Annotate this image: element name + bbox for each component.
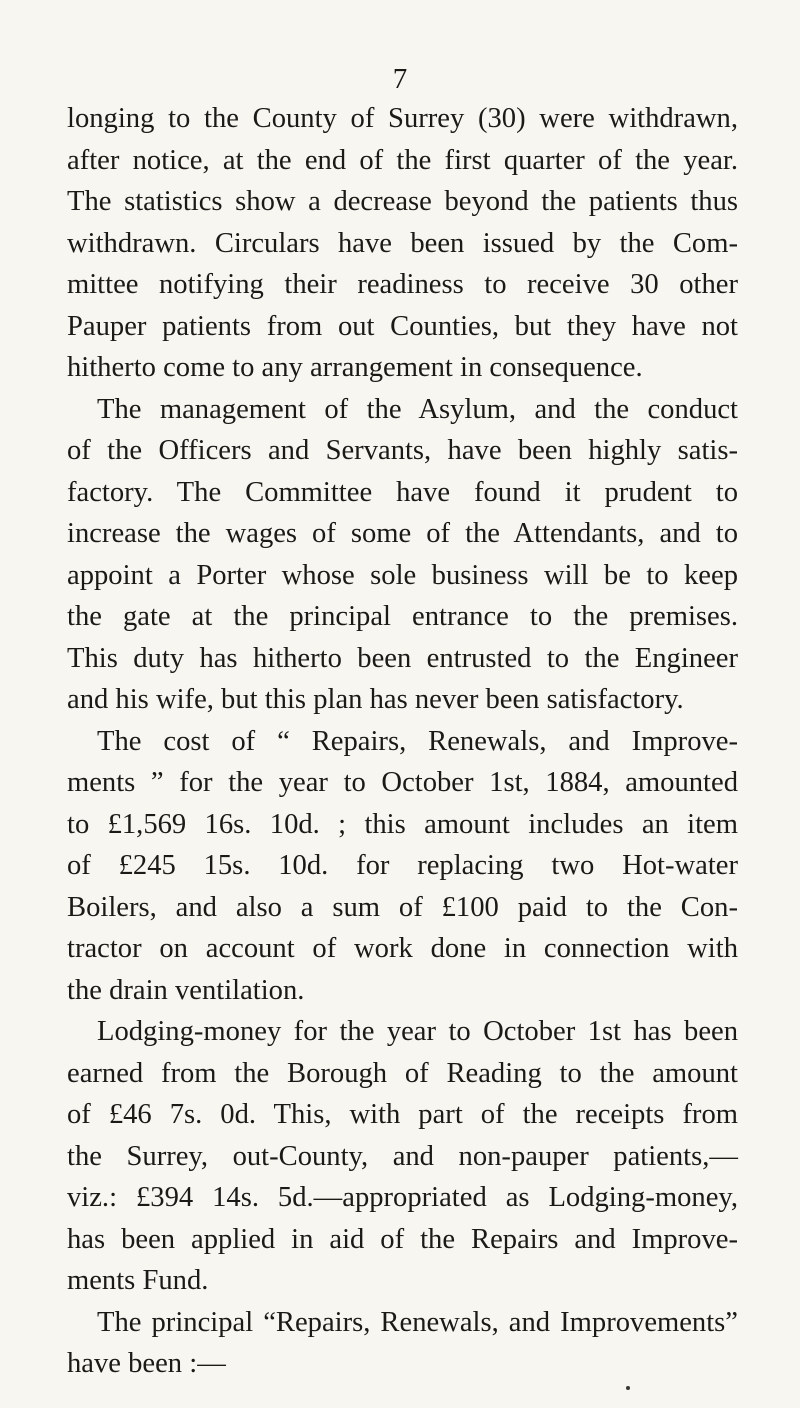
text-line: increase the wages of some of the Attendants, and to [67, 518, 738, 549]
text-line: have been :— [67, 1348, 226, 1379]
text-line: withdrawn. Circulars have been issued by the Com- [67, 227, 738, 259]
paragraph-management [67, 389, 738, 721]
body-text [67, 98, 738, 1385]
text-line: of £46 7s. 0d. This, with part of the receipts from [67, 1099, 738, 1130]
paragraph-lodging-money [67, 1011, 738, 1302]
text-line: factory. The Committee have found it prudent to [67, 476, 738, 508]
text-line: the Surrey, out-County, and non-pauper patients,— [67, 1140, 738, 1172]
text-line: of £245 15s. 10d. for replacing two Hot-water [67, 850, 738, 881]
text-line: This duty has hitherto been entrusted to the Engineer [67, 642, 738, 674]
paragraph-withdrawal [67, 98, 738, 389]
text-line: of the Officers and Servants, have been highly satis- [67, 435, 738, 466]
text-line: appoint a Porter whose sole business will be to keep [67, 559, 738, 591]
text-line: The cost of “ Repairs, Renewals, and Improve- [97, 725, 738, 757]
text-line: earned from the Borough of Reading to the amount [67, 1057, 738, 1089]
text-line: hitherto come to any arrangement in consequence. [67, 352, 643, 383]
text-line: tractor on account of work done in connection with [67, 933, 738, 964]
paragraph-repairs-cost [67, 721, 738, 1012]
text-line: after notice, at the end of the first quarter of the year. [67, 144, 738, 176]
text-line: has been applied in aid of the Repairs and Improve- [67, 1223, 738, 1255]
text-line: The management of the Asylum, and the conduct [97, 393, 738, 425]
text-line: Boilers, and also a sum of £100 paid to the Con- [67, 891, 738, 923]
text-line: mittee notifying their readiness to receive 30 other [67, 269, 738, 300]
text-line: the gate at the principal entrance to the premises. [67, 601, 738, 632]
text-line: Lodging-money for the year to October 1st has been [97, 1016, 738, 1047]
ink-speck [626, 1386, 630, 1390]
text-line: the drain ventilation. [67, 974, 305, 1006]
text-line: ments Fund. [67, 1265, 209, 1296]
text-line: to £1,569 16s. 10d. ; this amount includes an item [67, 808, 738, 840]
text-line: The principal “Repairs, Renewals, and Improvements” [97, 1306, 738, 1338]
page-number: 7 [392, 63, 408, 95]
text-line: The statistics show a decrease beyond the patients thus [67, 186, 738, 217]
text-line: Pauper patients from out Counties, but they have not [67, 310, 738, 342]
text-line: viz.: £394 14s. 5d.—appropriated as Lodging-money, [67, 1182, 738, 1213]
text-line: ments ” for the year to October 1st, 1884, amounted [67, 767, 738, 798]
text-line: longing to the County of Surrey (30) were withdrawn, [67, 103, 738, 134]
text-line: and his wife, but this plan has never been satisfactory. [67, 684, 684, 715]
paragraph-principal-repairs [67, 1302, 738, 1385]
